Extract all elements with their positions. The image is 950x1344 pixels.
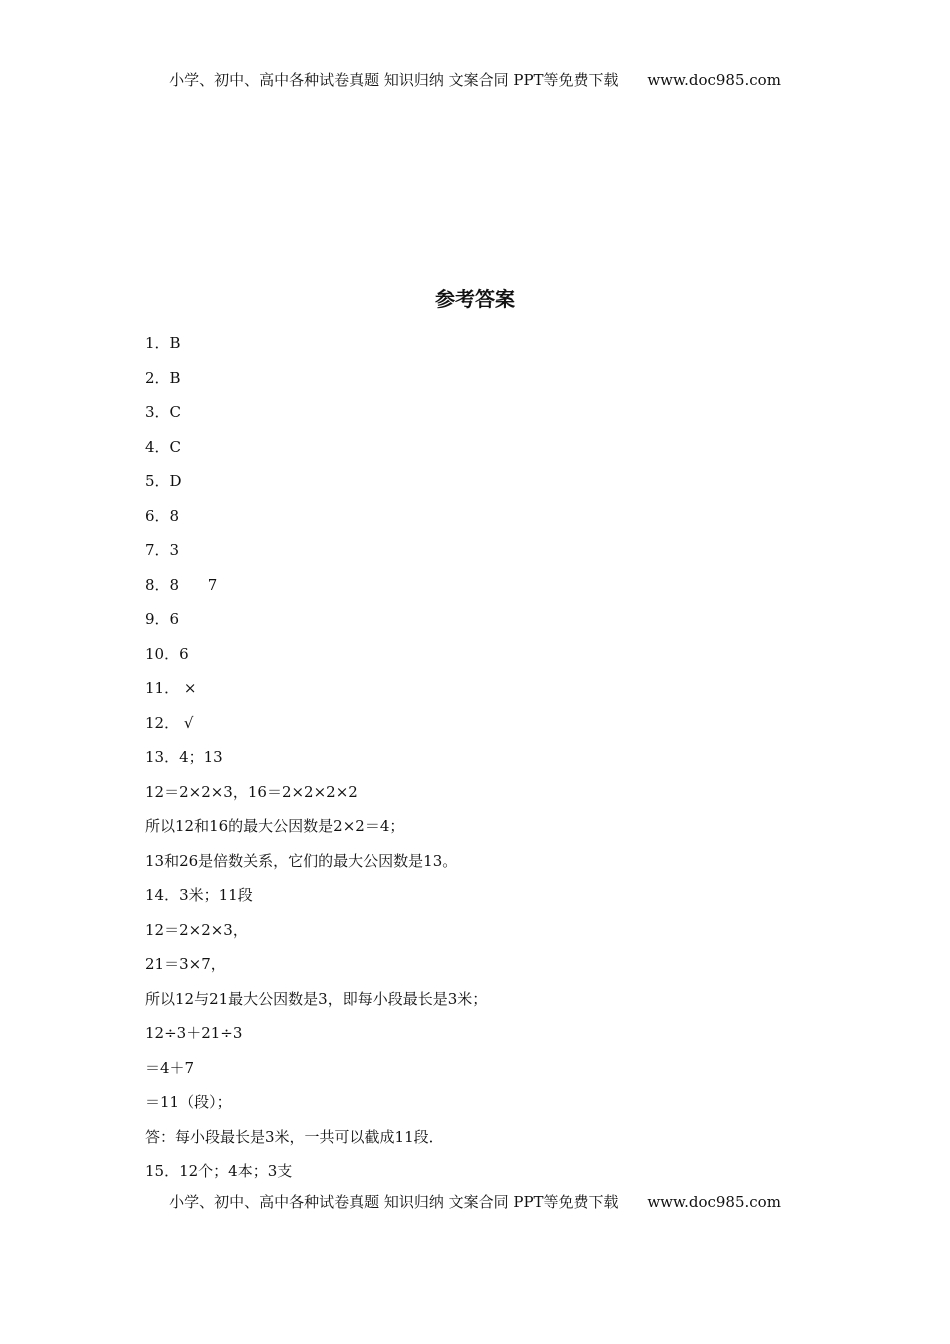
answer-line: 12＝2×2×3，16＝2×2×2×2	[145, 782, 358, 801]
answer-line: 8．8 7	[145, 575, 218, 594]
answer-line: 10．6	[145, 644, 189, 663]
answer-line: 11． ×	[145, 679, 197, 697]
answer-line: 15．12个；4本；3支	[145, 1162, 293, 1180]
answer-line: 13和26是倍数关系，它们的最大公因数是13。	[145, 851, 458, 870]
answer-line: 12＝2×2×3，	[145, 920, 248, 939]
answer-line: 所以12与21最大公因数是3，即每小段最长是3米；	[145, 989, 488, 1008]
answer-line: 14．3米；11段	[145, 886, 253, 904]
answer-line: ＝4＋7	[145, 1058, 195, 1077]
answer-line: 2．B	[145, 368, 181, 387]
answer-line: 7．3	[145, 541, 180, 559]
answer-line: 21＝3×7，	[145, 955, 226, 973]
header-url: www.doc985.com	[647, 71, 781, 89]
answer-list	[145, 333, 825, 1196]
answer-line: 答：每小段最长是3米，一共可以截成11段．	[145, 1127, 444, 1146]
answer-line: 13．4；13	[145, 748, 223, 766]
page-header	[0, 69, 950, 90]
page-footer	[0, 1191, 950, 1212]
footer-url: www.doc985.com	[647, 1193, 781, 1211]
answer-line: 3．C	[145, 403, 182, 421]
answer-line: 5．D	[145, 472, 182, 490]
answer-line: 6．8	[145, 506, 180, 525]
answer-line: 12． √	[145, 713, 194, 732]
page-title: 参考答案	[435, 287, 515, 311]
answer-line: 12÷3＋21÷3	[145, 1024, 243, 1042]
answer-line: 4．C	[145, 437, 182, 456]
answer-line: 1．B	[145, 334, 181, 352]
answer-line: ＝11（段）；	[145, 1093, 232, 1111]
footer-text: 小学、初中、高中各种试卷真题 知识归纳 文案合同 PPT等免费下载	[169, 1193, 619, 1211]
answer-line: 9．6	[145, 610, 180, 628]
header-text: 小学、初中、高中各种试卷真题 知识归纳 文案合同 PPT等免费下载	[169, 71, 619, 89]
answer-line: 所以12和16的最大公因数是2×2＝4；	[145, 817, 405, 835]
